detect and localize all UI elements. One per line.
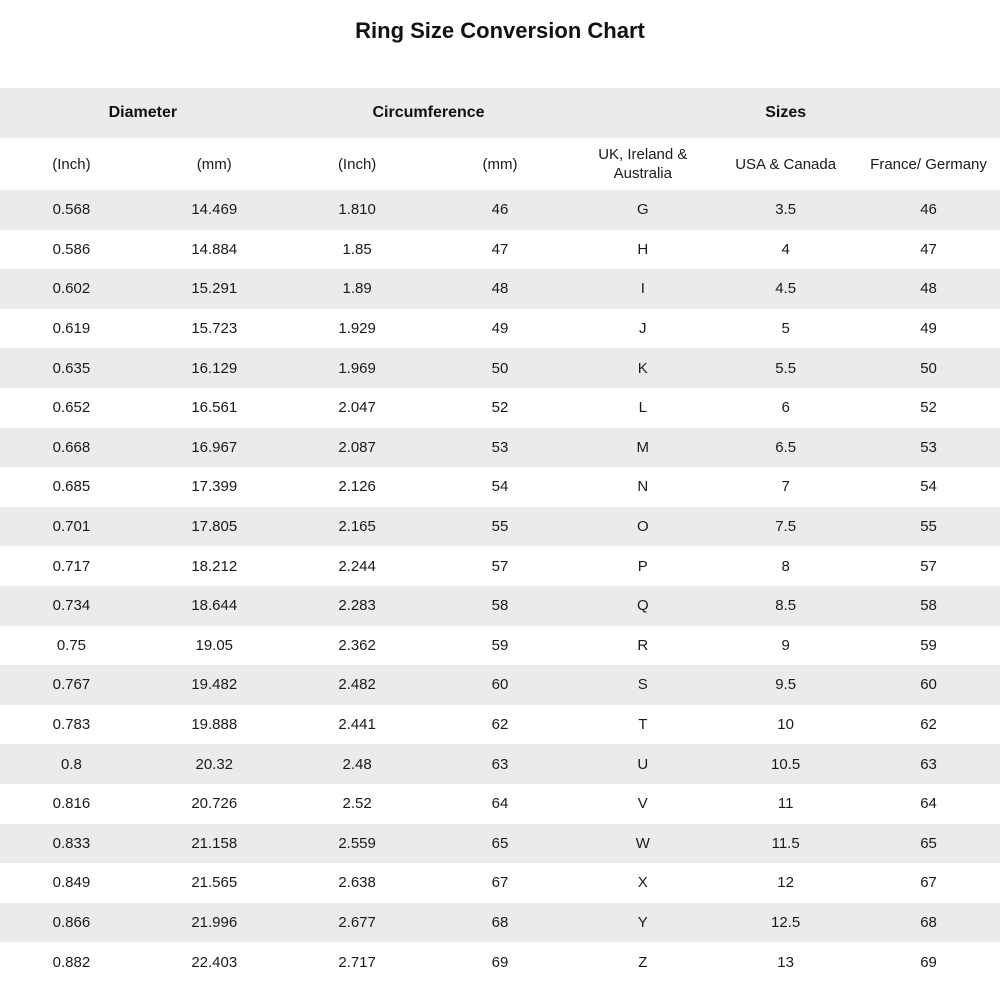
table-row (0, 230, 1000, 270)
table-cell: 48 (491, 280, 509, 298)
table-cell: 47 (920, 240, 937, 258)
table-cell: 2.047 (338, 399, 376, 417)
table-cell: 18.212 (191, 557, 238, 575)
table-cell: 0.783 (52, 716, 91, 734)
table-cell: 12.5 (771, 913, 801, 931)
table-cell: M (636, 438, 650, 456)
table-cell: 60 (491, 676, 509, 694)
table-cell: S (637, 676, 648, 694)
table-cell: 64 (491, 795, 509, 813)
page (0, 18, 1000, 982)
table-row (0, 824, 1000, 864)
table-cell: 55 (491, 518, 509, 536)
table-row (0, 507, 1000, 547)
table-cell: L (638, 399, 647, 417)
table-cell: 17.805 (191, 518, 238, 536)
table-cell: J (639, 320, 647, 338)
table-cell: 46 (491, 201, 509, 219)
column-header-circumference-inch: (Inch) (286, 138, 429, 190)
table-cell: 50 (920, 359, 937, 377)
table-cell: 64 (920, 795, 937, 813)
table-cell: 0.866 (52, 913, 91, 931)
table-cell: 62 (491, 716, 509, 734)
table-cell: 68 (920, 913, 937, 931)
table-cell: 0.619 (52, 320, 91, 338)
table-row (0, 348, 1000, 388)
table-cell: 69 (920, 953, 937, 971)
table-row (0, 903, 1000, 943)
table-cell: 59 (491, 636, 509, 654)
table-cell: 1.85 (342, 240, 372, 258)
table-row (0, 190, 1000, 230)
column-header-france-germany: France/ Germany (857, 138, 1000, 190)
table-cell: 2.482 (338, 676, 376, 694)
table-cell: 7 (781, 478, 790, 496)
table-row (0, 269, 1000, 309)
table-cell: W (635, 834, 650, 852)
table-cell: 1.929 (338, 320, 376, 338)
table-row (0, 665, 1000, 705)
table-cell: 7.5 (775, 518, 797, 536)
table-row (0, 546, 1000, 586)
column-header-diameter-inch: (Inch) (0, 138, 143, 190)
table-cell: 0.833 (52, 834, 91, 852)
table-cell: 11.5 (771, 834, 800, 852)
table-cell: 54 (920, 478, 937, 496)
table-cell: G (636, 201, 649, 219)
column-header-circumference-mm: (mm) (429, 138, 572, 190)
table-cell: 19.482 (191, 676, 238, 694)
table-cell: 49 (920, 320, 937, 338)
table-cell: Y (637, 913, 648, 931)
table-cell: 0.849 (52, 874, 91, 892)
table-cell: 2.126 (338, 478, 376, 496)
table-cell: 6 (781, 399, 790, 417)
table-head (0, 88, 1000, 190)
table-row (0, 388, 1000, 428)
table-cell: 1.969 (338, 359, 376, 377)
table-cell: 16.129 (191, 359, 238, 377)
table-cell: 0.767 (52, 676, 91, 694)
table-row (0, 863, 1000, 903)
table-cell: 14.469 (191, 201, 238, 219)
table-cell: 16.967 (191, 438, 238, 456)
table-row (0, 626, 1000, 666)
table-row (0, 784, 1000, 824)
table-cell: 2.677 (338, 913, 376, 931)
table-cell: O (636, 518, 649, 536)
table-cell: 19.05 (195, 636, 234, 654)
table-cell: 14.884 (191, 240, 238, 258)
table-cell: 62 (920, 716, 937, 734)
table-cell: 57 (920, 557, 937, 575)
table-cell: 2.559 (338, 834, 376, 852)
page-title: Ring Size Conversion Chart (355, 18, 645, 43)
group-header-diameter: Diameter (0, 88, 286, 138)
table-row (0, 705, 1000, 745)
table-cell: 0.652 (52, 399, 91, 417)
table-cell: 21.158 (191, 834, 238, 852)
table-cell: 2.52 (342, 795, 372, 813)
table-cell: 0.586 (52, 240, 91, 258)
table-cell: 0.816 (52, 795, 91, 813)
table-cell: U (637, 755, 649, 773)
table-cell: 1.89 (342, 280, 372, 298)
table-cell: 0.602 (52, 280, 91, 298)
table-cell: 3.5 (775, 201, 797, 219)
table-cell: 5.5 (775, 359, 797, 377)
table-cell: 57 (491, 557, 509, 575)
table-cell: 58 (491, 597, 509, 615)
table-cell: 11 (777, 795, 794, 813)
table-cell: 18.644 (191, 597, 238, 615)
table-row (0, 942, 1000, 982)
table-cell: 2.362 (338, 636, 376, 654)
table-row (0, 586, 1000, 626)
table-cell: 0.882 (52, 953, 91, 971)
table-row (0, 309, 1000, 349)
table-cell: 1.810 (338, 201, 376, 219)
table-cell: 53 (491, 438, 509, 456)
table-cell: 0.701 (52, 518, 91, 536)
table-cell: 13 (777, 953, 794, 971)
table-cell: 47 (491, 240, 509, 258)
table-cell: 6.5 (775, 438, 797, 456)
table-cell: 53 (920, 438, 937, 456)
table-cell: 63 (491, 755, 509, 773)
table-cell: 60 (920, 676, 937, 694)
column-header-usa-canada: USA & Canada (714, 138, 857, 190)
table-cell: 52 (920, 399, 937, 417)
group-header-row (0, 88, 1000, 138)
table-cell: 0.635 (52, 359, 91, 377)
group-header-circumference: Circumference (286, 88, 572, 138)
ring-size-conversion-table (0, 88, 1000, 982)
table-cell: 20.32 (195, 755, 234, 773)
table-cell: 9.5 (775, 676, 797, 694)
table-cell: 68 (491, 913, 509, 931)
table-cell: 5 (781, 320, 790, 338)
table-cell: 55 (920, 518, 937, 536)
table-cell: V (637, 795, 648, 813)
table-cell: 17.399 (191, 478, 238, 496)
table-cell: 4 (781, 240, 790, 258)
table-cell: 21.996 (191, 913, 238, 931)
table-cell: 65 (491, 834, 509, 852)
table-cell: R (637, 636, 649, 654)
table-cell: 2.283 (338, 597, 376, 615)
table-cell: 16.561 (191, 399, 238, 417)
table-cell: 2.717 (338, 953, 376, 971)
table-cell: 0.717 (52, 557, 91, 575)
table-cell: 20.726 (191, 795, 238, 813)
table-cell: 2.48 (342, 755, 372, 773)
table-row (0, 428, 1000, 468)
table-cell: 2.638 (338, 874, 376, 892)
table-cell: 59 (920, 636, 937, 654)
table-cell: 2.244 (338, 557, 376, 575)
table-cell: 8.5 (775, 597, 797, 615)
table-cell: 54 (491, 478, 509, 496)
table-cell: 2.441 (338, 716, 376, 734)
column-header-row (0, 138, 1000, 190)
table-cell: 21.565 (191, 874, 238, 892)
table-cell: 67 (491, 874, 509, 892)
table-cell: Q (636, 597, 649, 615)
table-cell: 22.403 (191, 953, 238, 971)
table-cell: 19.888 (191, 716, 238, 734)
table-cell: 67 (920, 874, 937, 892)
table-cell: T (638, 716, 648, 734)
table-cell: 2.087 (338, 438, 376, 456)
table-cell: Z (638, 953, 648, 971)
table-cell: 0.568 (52, 201, 91, 219)
table-row (0, 744, 1000, 784)
table-cell: 48 (920, 280, 937, 298)
column-header-diameter-mm: (mm) (143, 138, 286, 190)
table-cell: 9 (781, 636, 790, 654)
table-cell: 10 (777, 716, 794, 734)
table-cell: 65 (920, 834, 937, 852)
table-cell: H (637, 240, 649, 258)
table-row (0, 467, 1000, 507)
table-cell: 52 (491, 399, 509, 417)
table-cell: 69 (491, 953, 509, 971)
table-cell: 0.668 (52, 438, 91, 456)
table-cell: 49 (491, 320, 509, 338)
table-cell: 12 (777, 874, 794, 892)
table-cell: K (637, 359, 648, 377)
table-cell: 0.75 (56, 636, 87, 654)
table-cell: I (640, 280, 645, 298)
group-header-sizes: Sizes (571, 88, 1000, 138)
table-cell: 0.734 (52, 597, 91, 615)
table-cell: 0.685 (52, 478, 91, 496)
column-header-uk-ireland-australia: UK, Ireland & Australia (571, 138, 714, 190)
table-cell: X (637, 874, 648, 892)
table-cell: 2.165 (338, 518, 376, 536)
table-cell: 63 (920, 755, 937, 773)
table-cell: 10.5 (771, 755, 801, 773)
table-cell: 50 (491, 359, 509, 377)
table-cell: 46 (920, 201, 937, 219)
table-cell: 15.291 (191, 280, 238, 298)
table-cell: 58 (920, 597, 937, 615)
table-cell: P (637, 557, 648, 575)
table-cell: 4.5 (775, 280, 797, 298)
table-cell: 15.723 (191, 320, 238, 338)
table-body (0, 190, 1000, 982)
table-cell: 0.8 (60, 755, 82, 773)
table-cell: 8 (781, 557, 790, 575)
table-cell: N (637, 478, 649, 496)
